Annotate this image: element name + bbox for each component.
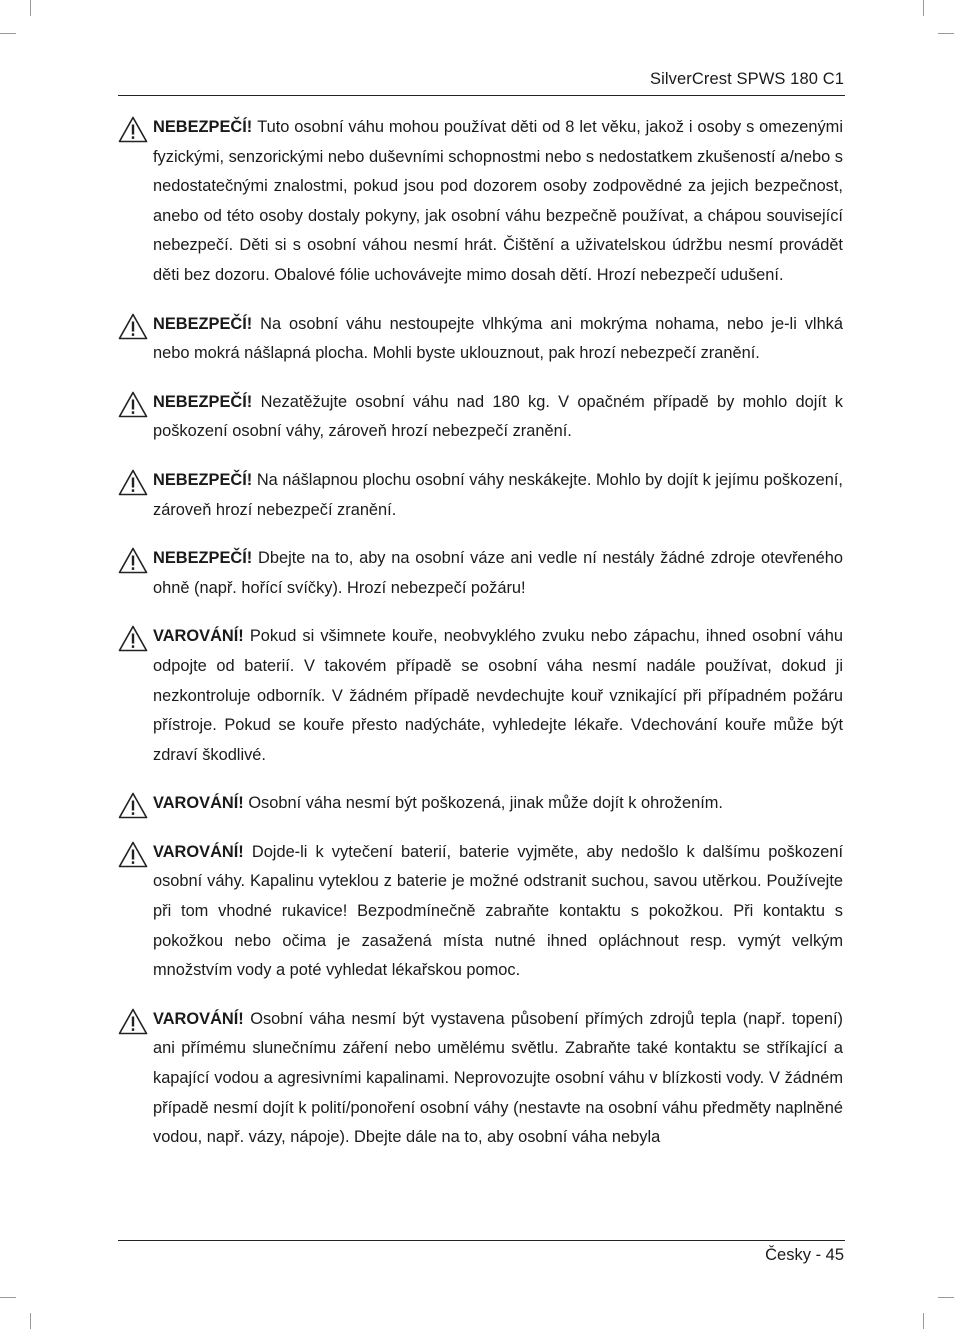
document-header: SilverCrest SPWS 180 C1 <box>650 70 844 88</box>
warning-text: Pokud si všimnete kouře, neobvyklého zvuku nebo zápachu, ihned osobní váhu odpojte od baterií. V takovém případě se osobní váha nesmí nadále používat, dokud ji nezkontroluje odborník. V žádném případě nevdechujte kouř vznikající při případném požáru přístroje. Pokud se kouře přesto nadýcháte, vyhledejte lékaře. Vdechování kouře může být zdraví škodlivé. <box>153 627 843 764</box>
warning-triangle-icon <box>118 469 148 496</box>
warning-label: NEBEZPEČÍ! <box>153 314 261 333</box>
crop-mark <box>0 1297 16 1298</box>
warnings-content <box>118 113 843 1172</box>
warning-label: VAROVÁNÍ! <box>153 627 250 646</box>
crop-mark <box>938 33 954 34</box>
header-rule <box>118 95 845 96</box>
warning-paragraph <box>118 113 843 291</box>
warning-label: NEBEZPEČÍ! <box>153 470 257 489</box>
warning-triangle-icon <box>118 547 148 574</box>
warning-triangle-icon <box>118 625 148 652</box>
warning-paragraph <box>118 466 843 525</box>
warning-paragraph <box>118 1005 843 1153</box>
warning-paragraph <box>118 388 843 447</box>
footer-rule <box>118 1240 845 1241</box>
warning-text: Dojde-li k vytečení baterií, baterie vyjměte, aby nedošlo k dalšímu poškození osobní váhy. Kapalinu vyteklou z baterie je možné odstranit suchou, savou utěrkou. Používejte při tom vhodné rukavice! Bezpodmínečně zabraňte kontaktu s pokožkou. Při kontaktu s pokožkou nebo očima je zasažená místa nutné ihned opláchnout resp. vymýt velkým množstvím vody a poté vyhledat lékařskou pomoc. <box>153 842 843 980</box>
warning-triangle-icon <box>118 841 148 868</box>
warning-label: NEBEZPEČÍ! <box>153 118 258 136</box>
warning-paragraph <box>118 310 843 369</box>
warning-text: Tuto osobní váhu mohou používat děti od 8 let věku, jakož i osoby s omezenými fyzickými, senzorickými nebo duševními schopnostmi nebo s nedostatkem zkušeností a/nebo s nedostatečnými znalostmi, pokud jsou pod dozorem osoby zodpovědné za jejich bezpečnost, anebo od této osoby dostaly pokyny, jak osobní váhu bezpečně používat, a chápou související nebezpečí. Děti si s osobní váhou nesmí hrát. Čištění a uživatelskou údržbu nesmí provádět děti bez dozoru. Obalové fólie uchovávejte mimo dosah dětí. Hrozí nebezpečí udušení. <box>153 118 843 284</box>
crop-mark <box>923 1313 924 1329</box>
warning-text: Na osobní váhu nestoupejte vlhkýma ani mokrýma nohama, nebo je-li vlhká nebo mokrá nášlapná plocha. Mohli byste uklouznout, pak hrozí nebezpečí zranění. <box>153 314 843 363</box>
crop-mark <box>0 33 16 34</box>
crop-mark <box>923 0 924 16</box>
warning-text: Dbejte na to, aby na osobní váze ani vedle ní nestály žádné zdroje otevřeného ohně (např. hořící svíčky). Hrozí nebezpečí požáru! <box>153 549 843 597</box>
warning-triangle-icon <box>118 313 148 340</box>
warning-text: Osobní váha nesmí být poškozená, jinak může dojít k ohrožením. <box>248 794 723 813</box>
warning-triangle-icon <box>118 116 148 143</box>
warning-label: NEBEZPEČÍ! <box>153 549 259 568</box>
warning-triangle-icon <box>118 792 148 819</box>
warning-text: Na nášlapnou plochu osobní váhy neskákejte. Mohlo by dojít k jejímu poškození, zároveň hrozí nebezpečí zranění. <box>153 470 843 519</box>
warning-paragraph <box>118 838 843 986</box>
crop-mark <box>938 1297 954 1298</box>
warning-triangle-icon <box>118 391 148 418</box>
warning-triangle-icon <box>118 1008 148 1035</box>
warning-text: Nezatěžujte osobní váhu nad 180 kg. V opačném případě by mohlo dojít k poškození osobní váhy, zároveň hrozí nebezpečí zranění. <box>153 392 843 441</box>
warning-label: VAROVÁNÍ! <box>153 794 249 813</box>
crop-mark <box>30 0 31 16</box>
page-number: Česky - 45 <box>765 1246 844 1264</box>
warning-text: Osobní váha nesmí být vystavena působení přímých zdrojů tepla (např. topení) ani přímému slunečnímu záření nebo umělému světlu. Zabraňte také kontaktu se stříkající a kapající vodou a agresivními kapalinami. Neprovozujte osobní váhu v blízkosti vody. V žádném případě nesmí dojít k polití/ponoření osobní váhy (nestavte na osobní váhu předměty naplněné vodou, např. vázy, nápoje). Dbejte dále na to, aby osobní váha nebyla <box>153 1009 843 1147</box>
warning-label: VAROVÁNÍ! <box>153 1009 251 1028</box>
warning-paragraph <box>118 544 843 603</box>
warning-label: VAROVÁNÍ! <box>153 842 252 861</box>
warning-label: NEBEZPEČÍ! <box>153 392 261 411</box>
warning-paragraph <box>118 789 843 819</box>
crop-mark <box>30 1313 31 1329</box>
warning-paragraph <box>118 622 843 770</box>
